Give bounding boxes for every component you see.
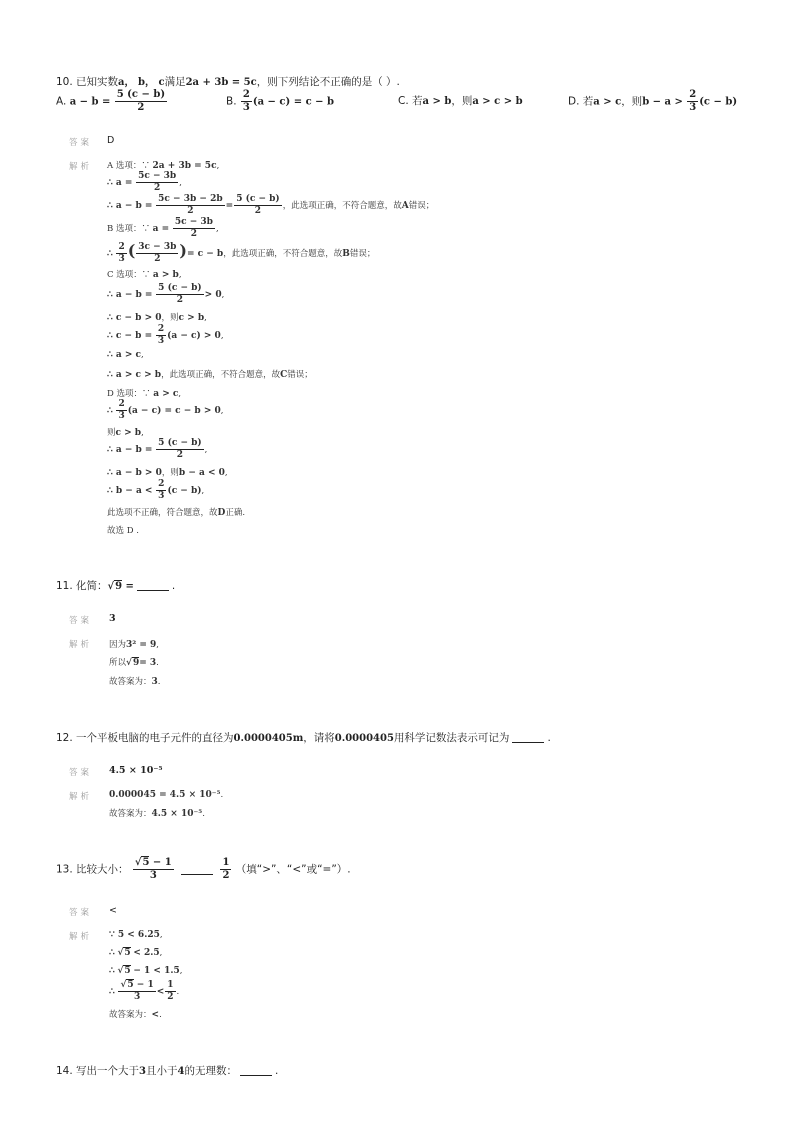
answer-blank[interactable] <box>512 742 544 743</box>
answer-blank[interactable] <box>181 874 213 875</box>
q10-solution-line: 故选 D . <box>107 526 139 536</box>
q11-solution-line: 所以√9= 3. <box>109 658 159 668</box>
q11-answer-label: 答案 <box>69 616 93 626</box>
q10-option-a: A. a − b = $\frac{5 (c - b)}{2}$ <box>56 89 166 113</box>
answer-blank[interactable] <box>240 1075 272 1076</box>
q10-solution-line: ∴ b − a < $\frac{2}{3}$ (c − b), <box>107 479 205 501</box>
q12-analysis-label: 解析 <box>69 792 93 802</box>
q13-solution-line: ∵ 5 < 6.25, <box>109 930 163 940</box>
q10-solution-line: ∴ a − b > 0，则b − a < 0, <box>107 468 228 478</box>
q13-answer-label: 答案 <box>69 908 93 918</box>
answer-blank[interactable] <box>137 590 169 591</box>
q10-solution-line: A 选项：∵ 2a + 3b = 5c, <box>107 161 220 171</box>
q13-solution-line: ∴ $\frac{√5 - 1}{3}$ < $\frac{1}{2}$ . <box>109 980 180 1002</box>
q10-solution-line: ∴ $\frac{2}{3}$ ( $\frac{3c - 3b}{2}$ )= c − b，此选项正确，不符合题意，故B错误； <box>107 241 376 264</box>
q10-solution-line: ∴ $\frac{2}{3}$ (a − c) = c − b > 0, <box>107 399 224 421</box>
q10-solution-line: ∴ a > c, <box>107 350 144 360</box>
q10-analysis-label: 解析 <box>69 162 93 172</box>
q12-solution-line: 故答案为：4.5 × 10⁻⁵. <box>109 809 205 819</box>
q10-solution-line: 此选项不正确，符合题意，故D正确. <box>107 508 246 518</box>
q10-answer-label: 答案 <box>69 138 93 148</box>
q11-analysis-label: 解析 <box>69 640 93 650</box>
q10-solution-line: 则c > b, <box>107 428 144 438</box>
q12-answer-label: 答案 <box>69 768 93 778</box>
q10-solution-line: ∴ a − b = $\frac{5c - 3b - 2b}{2}$ = $\frac{5 (c - b)}{2}$ ，此选项正确，不符合题意，故A错误； <box>107 194 435 216</box>
q13-solution-line: 故答案为：<. <box>109 1010 162 1020</box>
q10-solution-line: ∴ c − b = $\frac{2}{3}$ (a − c) > 0, <box>107 324 224 346</box>
q10-option-b: B. $\frac{2}{3}$ (a − c) = c − b <box>226 89 334 113</box>
q11-solution-line: 故答案为：3. <box>109 677 161 687</box>
q10-solution-line: ∴ a = $\frac{5c - 3b}{2}$ , <box>107 171 182 193</box>
q12-stem: 12. 一个平板电脑的电子元件的直径为0.0000405m，请将0.0000405用科学记数法表示可记为 . <box>56 732 551 744</box>
q11-answer: 3 <box>109 613 116 624</box>
q12-solution-line: 0.000045 = 4.5 × 10⁻⁵. <box>109 790 224 800</box>
q13-solution-line: ∴ √5 < 2.5, <box>109 948 163 958</box>
q10-solution-line: ∴ a − b = $\frac{5 (c - b)}{2}$ > 0, <box>107 283 225 305</box>
q10-solution-line: B 选项：∵ a = $\frac{5c - 3b}{2}$ , <box>107 217 219 239</box>
q10-solution-line: ∴ a − b = $\frac{5 (c - b)}{2}$ , <box>107 438 208 460</box>
q10-answer: D <box>107 135 115 146</box>
q13-analysis-label: 解析 <box>69 932 93 942</box>
q11-solution-line: 因为3² = 9, <box>109 640 159 650</box>
q10-solution-line: C 选项：∵ a > b, <box>107 270 182 280</box>
q10-solution-line: ∴ c − b > 0，则c > b, <box>107 313 207 323</box>
q13-stem: 13. 比较大小： $\frac{√5 - 1}{3}$ $\frac{1}{2}$ （填“>”、“<”或“=”）. <box>56 857 351 881</box>
q13-answer: < <box>109 905 117 916</box>
q10-solution-line: D 选项：∵ a > c, <box>107 389 182 399</box>
q11-stem: 11. 化简：√9 = . <box>56 580 176 592</box>
q12-answer: 4.5 × 10⁻⁵ <box>109 765 163 776</box>
q14-stem: 14. 写出一个大于3且小于4的无理数： . <box>56 1065 279 1077</box>
q13-solution-line: ∴ √5 − 1 < 1.5, <box>109 966 183 976</box>
q10-stem: 10. 已知实数a， b， c满足2a + 3b = 5c，则下列结论不正确的是（ ）. <box>56 76 400 88</box>
q10-solution-line: ∴ a > c > b，此选项正确，不符合题意，故C错误； <box>107 370 313 380</box>
q10-option-c: C. 若a > b，则a > c > b <box>398 95 523 107</box>
q10-option-d: D. 若a > c，则b − a > $\frac{2}{3}$ (c − b) <box>568 89 738 113</box>
